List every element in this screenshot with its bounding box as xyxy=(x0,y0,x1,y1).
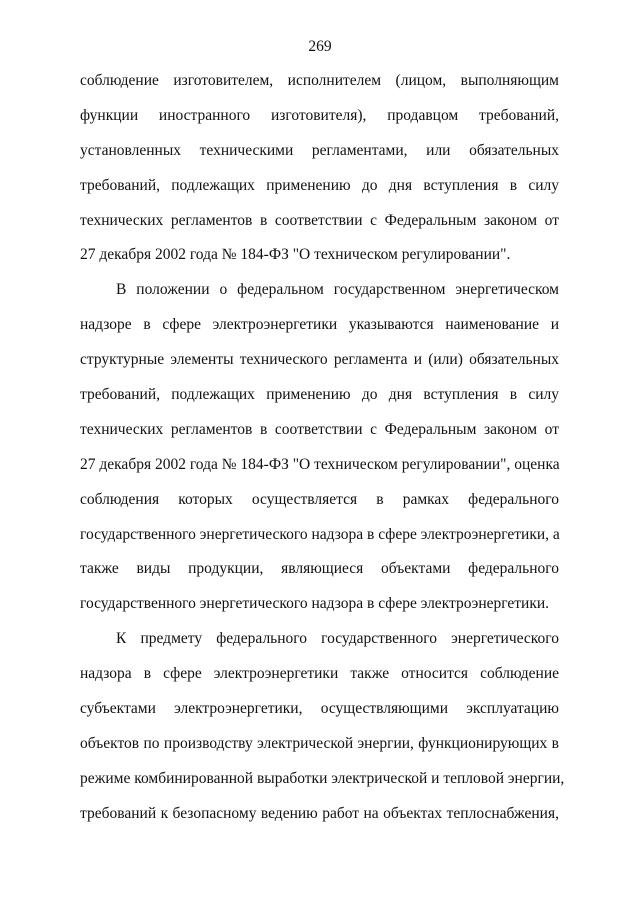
text-line: установленных техническими регламентами, или обязательных xyxy=(80,141,559,159)
document-body xyxy=(80,64,565,832)
text-line: государственного энергетического надзора в сфере электроэнергетики, а xyxy=(80,525,560,543)
text-line: требований к безопасному ведению работ на объектах теплоснабжения, xyxy=(80,804,559,822)
text-line: функции иностранного изготовителя), продавцом требований, xyxy=(80,106,559,124)
text-line: надзора в сфере электроэнергетики также относится соблюдение xyxy=(80,665,559,683)
text-line: субъектами электроэнергетики, осуществляющими эксплуатацию xyxy=(80,700,559,718)
text-line: технических регламентов в соответствии с Федеральным законом от xyxy=(80,211,559,229)
text-line: соблюдения которых осуществляется в рамках федерального xyxy=(80,490,559,508)
paragraph xyxy=(80,64,559,273)
text-line: государственного энергетического надзора в сфере электроэнергетики. xyxy=(80,595,550,613)
text-line: технических регламентов в соответствии с Федеральным законом от xyxy=(80,420,559,438)
paragraph xyxy=(80,622,565,831)
text-line: режиме комбинированной выработки электрической и тепловой энергии, xyxy=(80,769,565,787)
text-line: объектов по производству электрической энергии, функционирующих в xyxy=(80,734,559,752)
text-line: К предмету федерального государственного энергетического xyxy=(116,630,559,648)
paragraph xyxy=(80,273,559,622)
text-line: 27 декабря 2002 года № 184-ФЗ "О техническом регулировании". xyxy=(80,246,511,264)
text-line: надзоре в сфере электроэнергетики указываются наименование и xyxy=(80,316,559,334)
text-line: соблюдение изготовителем, исполнителем (лицом, выполняющим xyxy=(80,72,559,89)
text-line: 27 декабря 2002 года № 184-ФЗ "О техническом регулировании", оценка xyxy=(80,455,560,473)
text-line: структурные элементы технического регламента и (или) обязательных xyxy=(80,351,559,369)
text-line: требований, подлежащих применению до дня вступления в силу xyxy=(80,386,559,404)
page-number: 269 xyxy=(308,38,332,55)
text-line: В положении о федеральном государственном энергетическом xyxy=(116,281,559,299)
text-line: также виды продукции, являющиеся объектами федерального xyxy=(80,560,559,578)
text-line: требований, подлежащих применению до дня вступления в силу xyxy=(80,176,559,194)
